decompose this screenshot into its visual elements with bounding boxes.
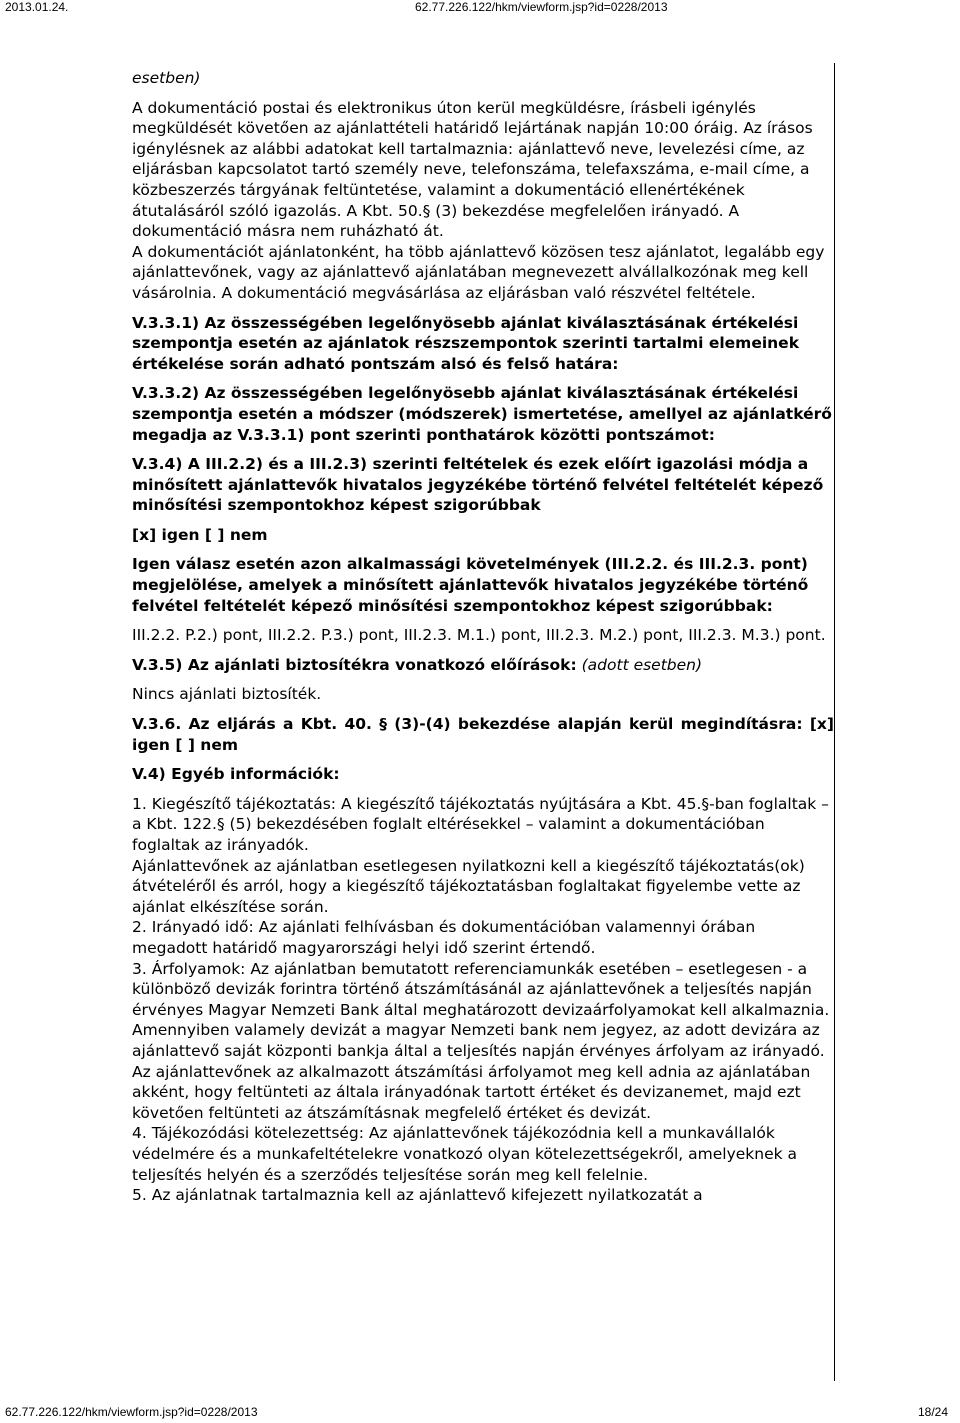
info-item-4: 4. Tájékozódási kötelezettség: Az ajánlattevőnek tájékozódnia kell a munkavállalók védelmére és a munkafeltételekre vonatkozó olyan kötelezettségekről, amelyeknek a teljesítés helyén és a szerződés teljesítése során meg kell felelnie. <box>132 1124 798 1184</box>
heading-v35-note: (adott esetben) <box>581 655 703 674</box>
heading-v34: V.3.4) A III.2.2) és a III.2.3) szerinti feltételek és ezek előírt igazolási módja a minősített ajánlattevők hivatalos jegyzékébe történő felvétel feltételét képező minősítési szempontokhoz képest szigorúbbak <box>132 455 824 515</box>
header-url: 62.77.226.122/hkm/viewform.jsp?id=0228/2013 <box>415 0 668 14</box>
info-item-5: 5. Az ajánlatnak tartalmaznia kell az ajánlattevő kifejezett nyilatkozatát a <box>132 1186 703 1205</box>
v34-answer: [x] igen [ ] nem <box>132 525 268 544</box>
heading-v35-title: V.3.5) Az ajánlati biztosítékra vonatkozó előírások: <box>132 655 577 674</box>
paragraph-requirements: III.2.2. P.2.) pont, III.2.2. P.3.) pont, III.2.3. M.1.) pont, III.2.3. M.2.) pont, III.2.3. M.3.) pont. <box>132 626 826 645</box>
info-item-2: 2. Irányadó idő: Az ajánlati felhívásban és dokumentációban valamennyi órában megadott határidő magyarországi helyi idő szerint értendő. <box>132 918 756 957</box>
document-body <box>122 63 835 1381</box>
paragraph-documentation-purchase: A dokumentációt ajánlatonként, ha több ajánlattevő közösen tesz ajánlatot, legalább egy ajánlattevőnek, vagy az ajánlattevő ajánlatában megnevezett alvállalkozónak meg kell vásárolnia. A dokumentáció megvásárlása az eljárásban való részvétel feltétele. <box>132 242 825 302</box>
heading-v35 <box>132 655 834 676</box>
info-item-1: 1. Kiegészítő tájékoztatás: A kiegészítő tájékoztatás nyújtására a Kbt. 45.§-ban foglaltak – a Kbt. 122.§ (5) bekezdésében foglalt eltérésekkel – valamint a dokumentációban foglaltak az irányadók. <box>132 794 829 854</box>
heading-v331: V.3.3.1) Az összességében legelőnyösebb ajánlat kiválasztásának értékelési szempontja esetén az ajánlatok részszempontok szerinti tartalmi elemeinek értékelése során adható pontszám alsó és felső határa: <box>132 313 799 373</box>
heading-v332: V.3.3.2) Az összességében legelőnyösebb ajánlat kiválasztásának értékelési szempontja esetén a módszer (módszerek) ismertetése, amellyel az ajánlatkérő megadja az V.3.3.1) pont szerinti ponthatárok közötti pontszámot: <box>132 384 832 444</box>
header-date: 2013.01.24. <box>5 0 69 14</box>
text-esetben: esetben) <box>132 69 201 87</box>
info-item-1b: Ajánlattevőnek az ajánlatban esetlegesen nyilatkozni kell a kiegészítő tájékoztatás(ok) átvételéről és arról, hogy a kiegészítő tájékoztatásban foglaltakat figyelembe vette az ajánlat elkészítése során. <box>132 856 805 916</box>
paragraph-no-guarantee: Nincs ajánlati biztosíték. <box>132 685 322 704</box>
info-item-3: 3. Árfolyamok: Az ajánlatban bemutatott referenciamunkák esetében – esetlegesen - a különböző devizák forintra történő átszámításánál az ajánlattevőnek a teljesítés napján érvényes Magyar Nemzeti Bank által meghatározott devizaárfolyamokat kell alkalmaznia. Amennyiben valamely devizát a magyar Nemzeti bank nem jegyez, az adott devizára az ajánlattevő saját központi bankja által a teljesítés napján érvényes árfolyam az irányadó. Az ajánlattevőnek az alkalmazott átszámítási árfolyamot meg kell adnia az ajánlatában akként, hogy feltünteti az általa irányadónak tartott értéket és devizanemet, majd ezt követően feltünteti az átszámításnak megfelelő értéket és devizát. <box>132 959 830 1122</box>
footer-page-number: 18/24 <box>917 1405 948 1419</box>
heading-v36: V.3.6. Az eljárás a Kbt. 40. § (3)-(4) bekezdése alapján kerül megindításra: [x] igen [ ] nem <box>132 715 834 754</box>
heading-v4: V.4) Egyéb információk: <box>132 765 340 784</box>
paragraph-documentation: A dokumentáció postai és elektronikus úton kerül megküldésre, írásbeli igénylés megküldését követően az ajánlattételi határidő lejártának napján 10:00 óráig. Az írásos igénylésnek az alábbi adatokat kell tartalmaznia: ajánlattevő neve, levelezési címe, az eljárásban kapcsolatot tartó személy neve, telefonszáma, telefaxszáma, e-mail címe, a közbeszerzés tárgyának feltüntetése, valamint a dokumentáció ellenértékének átutalásáról szóló igazolás. A Kbt. 50.§ (3) bekezdése megfelelően irányadó. A dokumentáció másra nem ruházható át. <box>132 98 813 241</box>
heading-igen-valasz: Igen válasz esetén azon alkalmassági követelmények (III.2.2. és III.2.3. pont) megjelölése, amelyek a minősített ajánlattevők hivatalos jegyzékébe történő felvétel feltételét képező minősítési szempontokhoz képest szigorúbbak: <box>132 555 809 615</box>
footer-url: 62.77.226.122/hkm/viewform.jsp?id=0228/2013 <box>5 1405 258 1419</box>
